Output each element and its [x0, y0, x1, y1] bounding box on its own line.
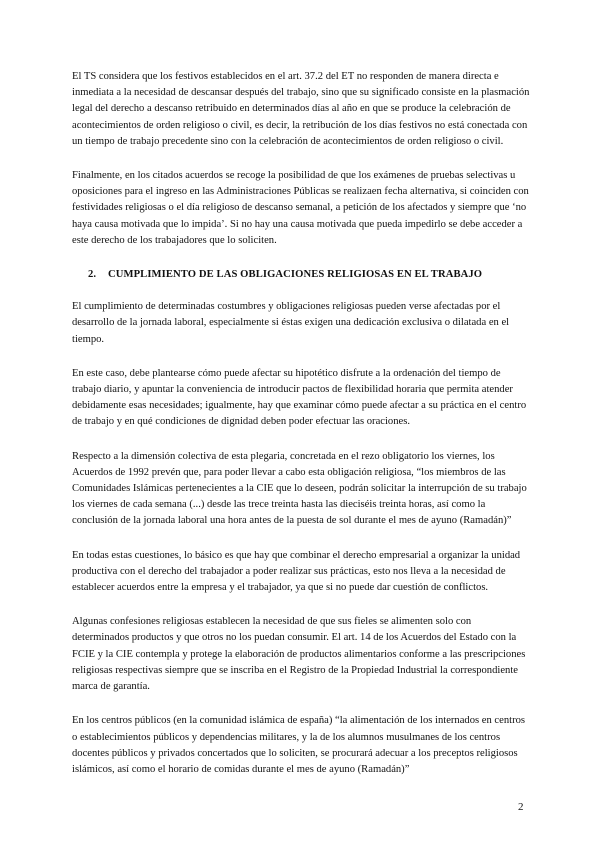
paragraph-festivos: El TS considera que los festivos establecidos en el art. 37.2 del ET no responden de manera directa e inmediata a la necesidad de descansar después del trabajo, sino que su significado consiste en la plasmación legal del derecho a descanso retribuido en determinados días al año en que se produce la celebración de acontecimientos de orden religioso o civil, es decir, la retribución de los días festivos no está conectada con un tiempo de trabajo precedente sino con la celebración de acontecimientos de orden religioso o civil.: [72, 71, 530, 147]
paragraph-plegaria: Respecto a la dimensión colectiva de esta plegaria, concretada en el rezo obligatorio los viernes, los Acuerdos de 1992 prevén que, para poder llevar a cabo esta obligación religiosa, “los miembros de las Comunidades Islámicas pertenecientes a la CIE que lo deseen, podrán solicitar la interrupción de su trabajo los viernes de cada semana (...) desde las trece treinta hasta las dieciséis treinta horas, así como la conclusión de la jornada laboral una hora antes de la puesta de sol durante el mes de ayuno (Ramadán)”: [72, 450, 527, 527]
page-number: 2: [518, 801, 524, 813]
section-heading: [72, 267, 530, 283]
page-body: [72, 69, 530, 796]
paragraph-examenes: Finalmente, en los citados acuerdos se recoge la posibilidad de que los exámenes de pruebas selectivas u oposiciones para el ingreso en las Administraciones Públicas se realizaen fecha alternativa, si coinciden con festividades religiosas o el día religioso de descanso semanal, a petición de los afectados y siempre que ‘no haya causa motivada que lo impida’. Si no hay una causa motivada que pueda impedirlo se debe acceder a este derecho de los trabajadores que lo soliciten.: [72, 170, 529, 246]
paragraph-centros-publicos: En los centros públicos (en la comunidad islámica de españa) “la alimentación de los internados en centros o establecimientos públicos y dependencias militares, y la de los alumnos musulmanes de los centros docentes públicos y privados concertados que lo soliciten, se procurará adecuar a los preceptos religiosos islámicos, así como el horario de comidas durante el mes de ayuno (Ramadán)”: [72, 715, 526, 775]
paragraph-tiempo-trabajo: En este caso, debe plantearse cómo puede afectar su hipotético disfrute a la ordenación del tiempo de trabajo diario, y apuntar la conveniencia de introducir pactos de flexibilidad horaria que permita atender debidamente esas necesidades; igualmente, hay que examinar cómo puede afectar a su práctica en el centro de trabajo y en qué condiciones de dignidad deben poder efectuar las oraciones.: [72, 367, 527, 428]
paragraph-cumplimiento: El cumplimiento de determinadas costumbres y obligaciones religiosas pueden verse afectadas por el desarrollo de la jornada laboral, especialmente si éstas exigen una dedicación exclusiva o dilatada en el tiempo.: [72, 301, 510, 345]
paragraph-alimentacion: Algunas confesiones religiosas establecen la necesidad de que sus fieles se alimenten solo con determinados productos y que otros no los puedan consumir. El art. 14 de los Acuerdos del Estado con la FCIE y la CIE contempla y protege la elaboración de productos alimentarios conforme a las prescripciones religiosas respectivas siempre que se inscriba en el Registro de la Propiedad Industrial la correspondiente marca de garantía.: [72, 616, 526, 693]
section-number: 2.: [88, 269, 97, 281]
paragraph-cuestiones: En todas estas cuestiones, lo básico es que hay que combinar el derecho empresarial a organizar la unidad productiva con el derecho del trabajador a poder realizar sus prácticas, esto nos lleva a la necesidad de establecer acuerdos entre la empresa y el trabajador, ya que si no puede dar cuestión de conflictos.: [72, 549, 521, 594]
section-title: CUMPLIMIENTO DE LAS OBLIGACIONES RELIGIOSAS EN EL TRABAJO: [108, 269, 483, 281]
